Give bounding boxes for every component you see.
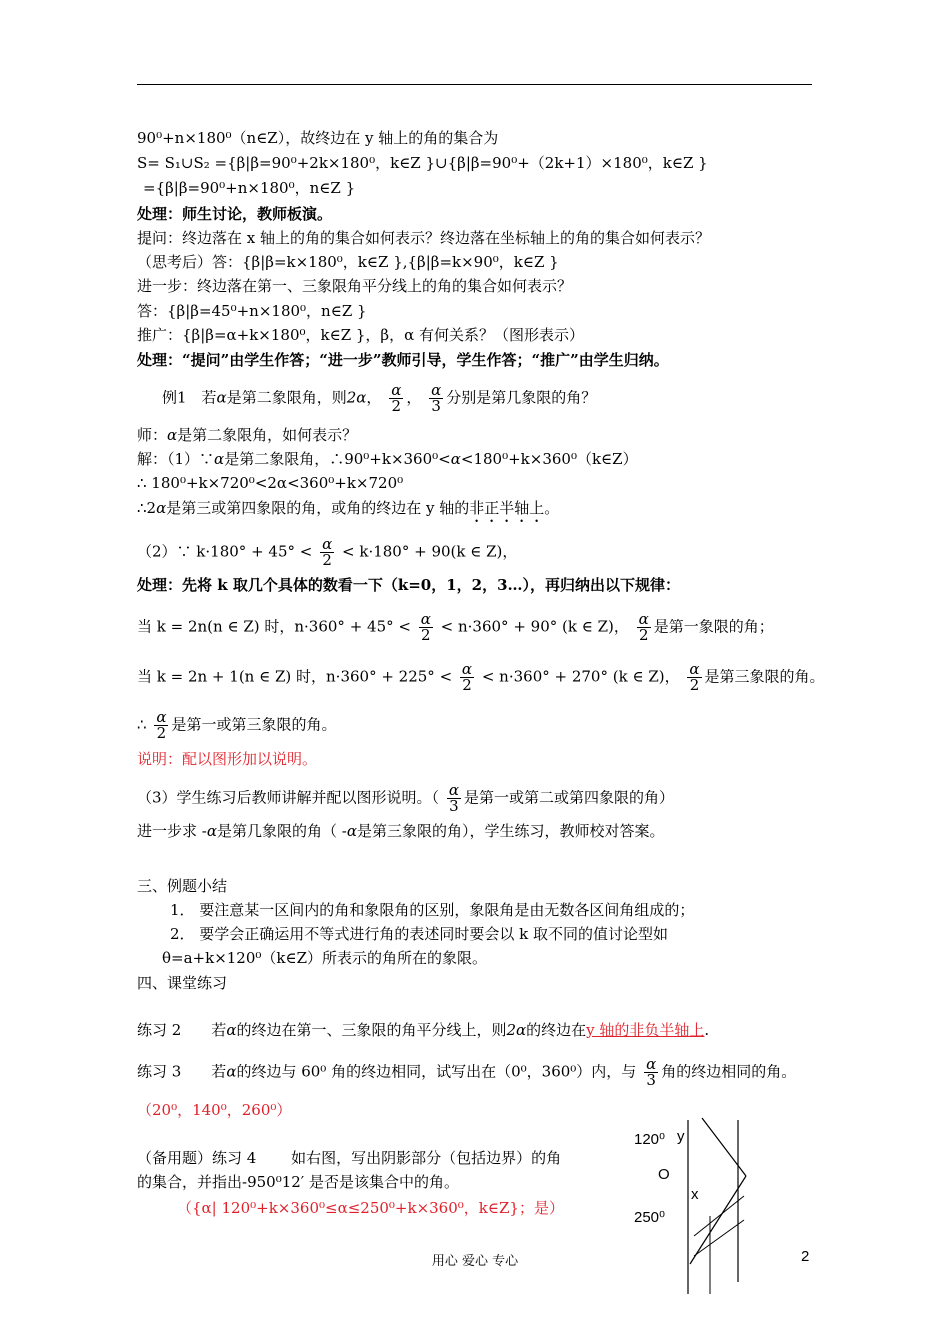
fraction-alpha-over-3: $\frac{\alpha}{3}$ — [431, 381, 442, 415]
exercise-2: 练习 2 若α的终边在第一、三象限的角平分线上，则2α的终边在y 轴的非负半轴上. — [137, 1021, 710, 1039]
text-line: 提问：终边落在 x 轴上的角的集合如何表示？终边落在坐标轴上的角的集合如何表示？ — [137, 229, 710, 247]
text-line: ∴ $\frac{\alpha}{2}$ 是第一或第三象限的角。 — [137, 708, 337, 742]
fraction-alpha-over-2: $\frac{\alpha}{2}$ — [461, 660, 473, 694]
text-line: 答：{β|β=45⁰+n×180⁰，n∈Z } — [137, 302, 367, 320]
section-heading: 四、课堂练习 — [137, 974, 228, 992]
text-line: 解：（1）∵α是第二象限角，∴90⁰+k×360⁰<α<180⁰+k×360⁰（k∈Z） — [137, 450, 638, 468]
explanation-note: 说明：配以图形加以说明。 — [137, 750, 318, 768]
fraction-alpha-over-2: $\frac{\alpha}{2}$ — [420, 610, 431, 644]
answer-4: （{α| 120⁰+k×360⁰≤α≤250⁰+k×360⁰，k∈Z}；是） — [177, 1199, 564, 1217]
exercise-3: 练习 3 若α的终边与 60⁰ 角的终边相同，试写出在（0⁰，360⁰）内，与 $\frac{\alpha}{3}$ 角的终边相同的角。 — [137, 1055, 797, 1089]
text-line: （3）学生练习后教师讲解并配以图形说明。（ $\frac{\alpha}{3}$ 是第一或第二或第四象限的角） — [137, 781, 674, 815]
page-footer: 用心 爱心 专心 — [431, 1254, 519, 1269]
text-line: 当 k = 2n + 1(n ∈ Z) 时，n·360° + 225° < $\frac{\alpha}{2}$ < n·360° + 270° (k ∈ Z)， $\frac{\alpha}{2}$ 是第三象限的角。 — [137, 660, 825, 694]
label-y: y — [677, 1128, 685, 1145]
section-heading: 三、例题小结 — [137, 877, 228, 895]
text-line: 进一步：终边落在第一、三象限角平分线上的角的集合如何表示？ — [137, 277, 573, 295]
shaded-region-figure — [630, 1116, 770, 1296]
example-1: 例1 若α是第二象限角，则2α， $\frac{\alpha}{2}$ ， $\frac{\alpha}{3}$ 分别是第几象限的角？ — [162, 381, 597, 415]
shading-line — [694, 1196, 744, 1236]
processing-note: 处理：师生讨论，教师板演。 — [137, 205, 333, 223]
answer-3: （20⁰，140⁰，260⁰） — [137, 1101, 292, 1119]
text-line: ∴ 180⁰+k×720⁰<2α<360⁰+k×720⁰ — [137, 474, 404, 492]
text-line: （2）∵ k·180° + 45° < $\frac{\alpha}{2}$ < k·180° + 90(k ∈ Z)， — [137, 535, 518, 569]
fraction-alpha-over-2: $\frac{\alpha}{2}$ — [156, 708, 167, 742]
text-line: 90⁰+n×180⁰（n∈Z），故终边在 y 轴上的角的集合为 — [137, 129, 499, 147]
label-250: 250⁰ — [634, 1209, 666, 1226]
text-line: 师：α是第二象限角，如何表示？ — [137, 426, 358, 444]
text-line: ∴2α是第三或第四象限的角，或角的终边在 y 轴的非正半轴上。 — [137, 499, 560, 517]
fraction-alpha-over-3: $\frac{\alpha}{3}$ — [448, 781, 459, 815]
label-x: x — [691, 1186, 699, 1203]
label-origin: O — [658, 1166, 670, 1183]
fraction-alpha-over-2: $\frac{\alpha}{2}$ — [322, 535, 333, 569]
fraction-alpha-over-2: $\frac{\alpha}{2}$ — [689, 660, 700, 694]
summary-item: 2． 要学会正确运用不等式进行角的表述同时要会以 k 取不同的值讨论型如 — [170, 925, 668, 943]
text-line: 进一步求 -α是第几象限的角（ -α是第三象限的角），学生练习，教师校对答案。 — [137, 822, 665, 840]
label-120: 120⁰ — [634, 1131, 666, 1148]
text-line: ={β|β=90⁰+n×180⁰，n∈Z } — [143, 179, 356, 197]
exercise-4: （备用题）练习 4 如右图，写出阴影部分（包括边界）的角 — [137, 1149, 562, 1167]
text-line: （思考后）答：{β|β=k×180⁰，k∈Z },{β|β=k×90⁰，k∈Z } — [137, 253, 559, 271]
exercise-4: 的集合，并指出-950⁰12′ 是否是该集合中的角。 — [137, 1173, 459, 1191]
header-rule — [137, 84, 812, 85]
summary-item: 1． 要注意某一区间内的角和象限角的区别，象限角是由无数各区间角组成的； — [170, 901, 695, 919]
fraction-alpha-over-2: $\frac{\alpha}{2}$ — [391, 381, 402, 415]
text-line: S= S₁∪S₂ ={β|β=90⁰+2k×180⁰，k∈Z }∪{β|β=90⁰+（2k+1）×180⁰，k∈Z } — [137, 154, 708, 172]
processing-note: 处理：“提问”由学生作答；“进一步”教师引导，学生作答；“推广”由学生归纳。 — [137, 351, 669, 369]
text-line: 当 k = 2n(n ∈ Z) 时，n·360° + 45° < $\frac{\alpha}{2}$ < n·360° + 90° (k ∈ Z)， $\frac{\alpha}{2}$ 是第一象限的角； — [137, 610, 774, 644]
processing-note: 处理：先将 k 取几个具体的数看一下（k=0，1，2，3…），再归纳出以下规律： — [137, 576, 681, 594]
boundary-ray-120 — [702, 1118, 746, 1176]
page-number: 2 — [801, 1248, 810, 1265]
fraction-alpha-over-3: $\frac{\alpha}{3}$ — [646, 1055, 657, 1089]
fraction-alpha-over-2: $\frac{\alpha}{2}$ — [638, 610, 649, 644]
text-line: 推广：{β|β=α+k×180⁰，k∈Z }，β，α 有何关系？（图形表示） — [137, 326, 585, 344]
summary-item: θ=a+k×120⁰（k∈Z）所表示的角所在的象限。 — [162, 949, 488, 967]
